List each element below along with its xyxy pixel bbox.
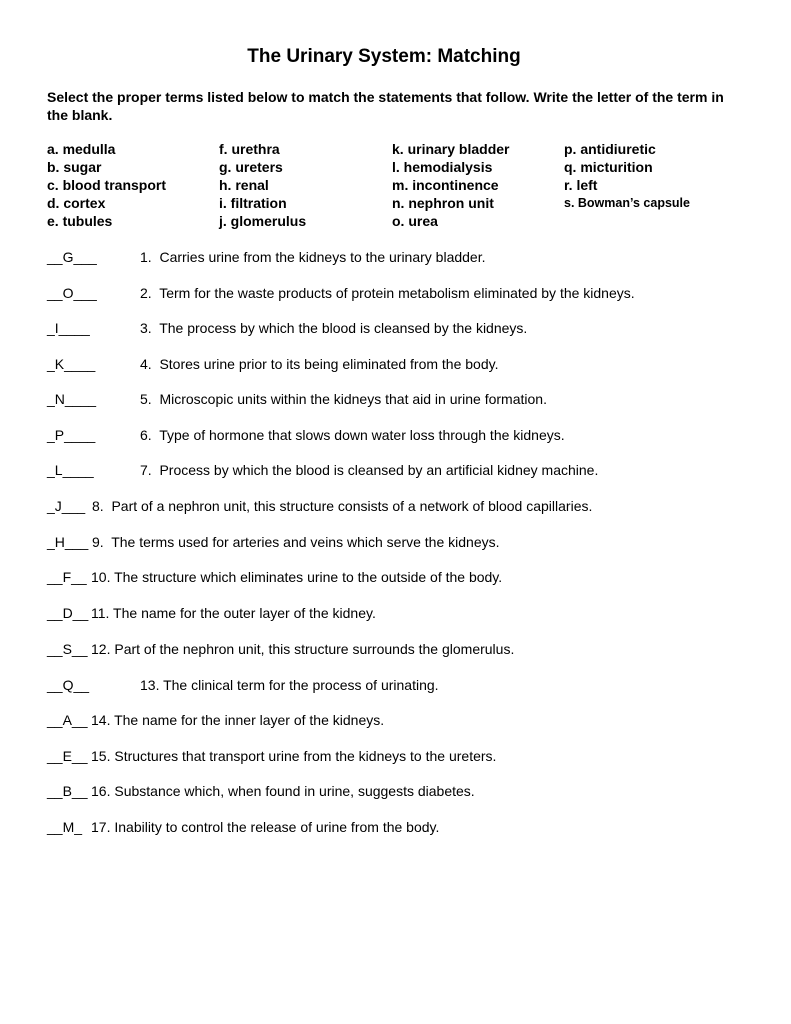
answer-blank[interactable]: _H___ — [47, 534, 89, 550]
statement: 10. The structure which eliminates urine to the outside of the body. — [91, 569, 503, 585]
answer-blank[interactable]: _K____ — [47, 356, 96, 372]
term-j: j. glomerulus — [219, 213, 307, 229]
statement: 6. Type of hormone that slows down water loss through the kidneys. — [140, 427, 565, 443]
answer-blank[interactable]: __D__ — [47, 605, 89, 621]
statement: 17. Inability to control the release of urine from the body. — [91, 819, 440, 835]
term-i: i. filtration — [219, 195, 287, 211]
list-item — [47, 819, 440, 870]
term-o: o. urea — [392, 213, 438, 229]
term-d: d. cortex — [47, 195, 106, 211]
answer-blank[interactable]: __Q__ — [47, 677, 90, 693]
term-p: p. antidiuretic — [564, 141, 656, 157]
term-g: g. ureters — [219, 159, 283, 175]
answer-blank[interactable]: _I____ — [47, 320, 90, 336]
term-a: a. medulla — [47, 141, 116, 157]
statement: 15. Structures that transport urine from the kidneys to the ureters. — [91, 748, 497, 764]
answer-blank[interactable]: _P____ — [47, 427, 96, 443]
term-f: f. urethra — [219, 141, 280, 157]
term-q: q. micturition — [564, 159, 653, 175]
statement: 8. Part of a nephron unit, this structure consists of a network of blood capillaries. — [92, 498, 593, 514]
term-l: l. hemodialysis — [392, 159, 493, 175]
page-title: The Urinary System: Matching — [247, 46, 521, 67]
term-h: h. renal — [219, 177, 269, 193]
answer-blank[interactable]: __B__ — [47, 783, 88, 799]
term-k: k. urinary bladder — [392, 141, 510, 157]
statement: 1. Carries urine from the kidneys to the urinary bladder. — [140, 249, 486, 265]
statement: 14. The name for the inner layer of the kidneys. — [91, 712, 385, 728]
answer-blank[interactable]: _J___ — [47, 498, 86, 514]
answer-blank[interactable]: _N____ — [47, 391, 97, 407]
answer-blank[interactable]: _L____ — [47, 462, 94, 478]
answer-blank[interactable]: __M_ — [47, 819, 83, 835]
term-r: r. left — [564, 177, 598, 193]
term-b: b. sugar — [47, 159, 102, 175]
answer-blank[interactable]: __E__ — [47, 748, 88, 764]
term-m: m. incontinence — [392, 177, 499, 193]
term-e: e. tubules — [47, 213, 113, 229]
statement: 3. The process by which the blood is cleansed by the kidneys. — [140, 320, 528, 336]
answer-blank[interactable]: __G___ — [47, 249, 97, 265]
answer-blank[interactable]: __F__ — [47, 569, 87, 585]
instructions: Select the proper terms listed below to match the statements that follow. Write the letter of the term in the blank. — [47, 89, 724, 123]
statement: 7. Process by which the blood is cleansed by an artificial kidney machine. — [140, 462, 599, 478]
answer-blank[interactable]: __A__ — [47, 712, 88, 728]
statement: 13. The clinical term for the process of urinating. — [140, 677, 439, 693]
term-n: n. nephron unit — [392, 195, 494, 211]
statement: 9. The terms used for arteries and veins which serve the kidneys. — [92, 534, 500, 550]
statement: 4. Stores urine prior to its being eliminated from the body. — [140, 356, 499, 372]
statement: 2. Term for the waste products of protein metabolism eliminated by the kidneys. — [140, 285, 635, 301]
term-list — [47, 141, 767, 233]
statement: 11. The name for the outer layer of the kidney. — [91, 605, 376, 621]
term-c: c. blood transport — [47, 177, 166, 193]
statement: 12. Part of the nephron unit, this structure surrounds the glomerulus. — [91, 641, 515, 657]
answer-blank[interactable]: __S__ — [47, 641, 88, 657]
answer-blank[interactable]: __O___ — [47, 285, 97, 301]
statement: 5. Microscopic units within the kidneys that aid in urine formation. — [140, 391, 547, 407]
statement: 16. Substance which, when found in urine, suggests diabetes. — [91, 783, 475, 799]
term-s: s. Bowman’s capsule — [564, 196, 690, 210]
